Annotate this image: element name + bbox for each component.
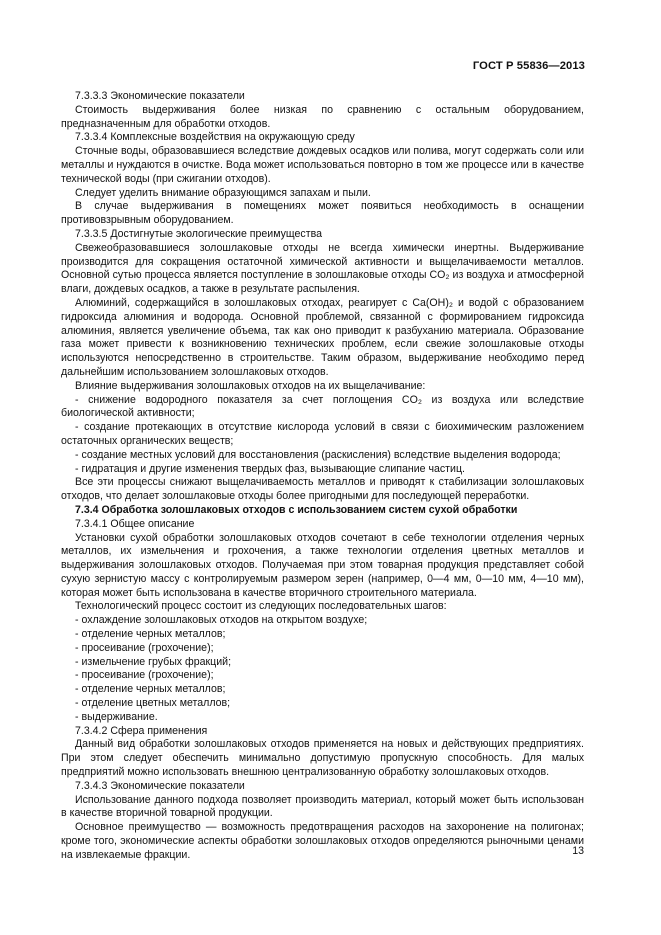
paragraph: В случае выдерживания в помещениях может появиться необходимость в оснащении противовзрывным оборудованием. [61,200,584,227]
paragraph: - просеивание (грохочение); [75,669,214,682]
paragraph: Основное преимущество — возможность предотвращения расходов на захоронение на полигонах; кроме того, экономические аспекты обработки золошлаковых отходов определяются рыночными ценами на извлекаемые фракции. [61,821,584,861]
paragraph: Технологический процесс состоит из следующих последовательных шагов: [75,600,447,613]
paragraph: 7.3.3.5 Достигнутые экологические преимущества [75,227,322,240]
paragraph: 7.3.4 Обработка золошлаковых отходов с использованием систем сухой обработки [75,503,518,516]
paragraph: - отделение черных металлов; [75,683,226,696]
paragraph: Свежеобразовавшиеся золошлаковые отходы не всегда химически инертны. Выдерживание производится для сокращения остаточной химической активности и выщелачиваемости металлов. Основной сутью процесса является поступление в золошлаковые отходы CO₂ из воздуха и атмосферной влаги, дождевых осадков, а также в результате распыления. [61,241,584,296]
paragraph: Все эти процессы снижают выщелачиваемость металлов и приводят к стабилизации золошлаковых отходов, что делает золошлаковые отходы более пригодными для последующей переработки. [61,476,584,503]
paragraph: 7.3.3.4 Комплексные воздействия на окружающую среду [75,131,355,144]
paragraph: - создание протекающих в отсутствие кислорода условий в связи с биохимическим разложением остаточных органических веществ; [61,421,584,447]
paragraph: - отделение цветных металлов; [75,697,231,710]
paragraph: - измельчение грубых фракций; [75,655,232,668]
paragraph: Сточные воды, образовавшиеся вследствие дождевых осадков или полива, могут содержать соли или металлы и нуждаются в очистке. Вода может использоваться повторно в том же процессе или в качестве технической воды (при сжигании отходов). [61,145,584,185]
paragraph: 7.3.4.1 Общее описание [75,517,195,530]
paragraph: Влияние выдерживания золошлаковых отходов на их выщелачивание: [75,379,426,392]
paragraph: 7.3.4.3 Экономические показатели [75,779,245,792]
paragraph: - просеивание (грохочение); [75,641,214,654]
paragraph: Использование данного подхода позволяет производить материал, который может быть использован в качестве вторичной товарной продукции. [61,793,584,820]
paragraph: Стоимость выдерживания более низкая по сравнению с остальным оборудованием, предназначенным для обработки отходов. [61,103,584,130]
document-header: ГОСТ Р 55836—2013 [472,60,585,72]
paragraph: Установки сухой обработки золошлаковых отходов сочетают в себе технологии отделения черных металлов, их измельчения и грохочения, а также технологии отделения цветных металлов и выдерживания золошлаковых отходов. Получаемая при этом товарная продукция представляет собой сухую зернистую массу с контролируемым размером зерен (например, 0—4 мм, 0—10 мм, 4—10 мм), которая может быть использована в качестве вторичного строительного материала. [61,531,584,599]
paragraph: - охлаждение золошлаковых отходов на открытом воздухе; [75,614,368,627]
document-body [61,90,584,863]
paragraph: Алюминий, содержащийся в золошлаковых отходах, реагирует с Ca(OH)₂ и водой с образованием гидроксида алюминия и водорода. Основной проблемой, связанной с формированием гидроксида алюминия, является увеличение объема, так как оно приводит к разбуханию материала. Образование газа может привести к возникновению технических проблем, если свежие золошлаковые отходы используются непосредственно в строительстве. Таким образом, выдерживание необходимо перед дальнейшим использованием золошлаковых отходов. [61,296,584,378]
page-number: 13 [572,845,584,857]
paragraph: 7.3.4.2 Сфера применения [75,724,208,737]
paragraph: - гидратация и другие изменения твердых фаз, вызывающие слипание частиц. [75,462,465,475]
paragraph: Данный вид обработки золошлаковых отходов применяется на новых и действующих предприятиях. При этом следует обеспечить минимально допустимую пропускную способность. Для малых предприятий можно использовать внешнюю централизованную обработку золошлаковых отходов. [61,738,584,779]
paragraph: - выдерживание. [75,710,158,723]
paragraph: - создание местных условий для восстановления (раскисления) вследствие выделения водорода; [75,448,561,461]
paragraph: - отделение черных металлов; [75,628,226,641]
paragraph: Следует уделить внимание образующимся запахам и пыли. [75,186,371,199]
paragraph: - снижение водородного показателя за счет поглощения CO₂ из воздуха или вследствие биологической активности; [61,393,584,420]
paragraph: 7.3.3.3 Экономические показатели [75,90,245,102]
